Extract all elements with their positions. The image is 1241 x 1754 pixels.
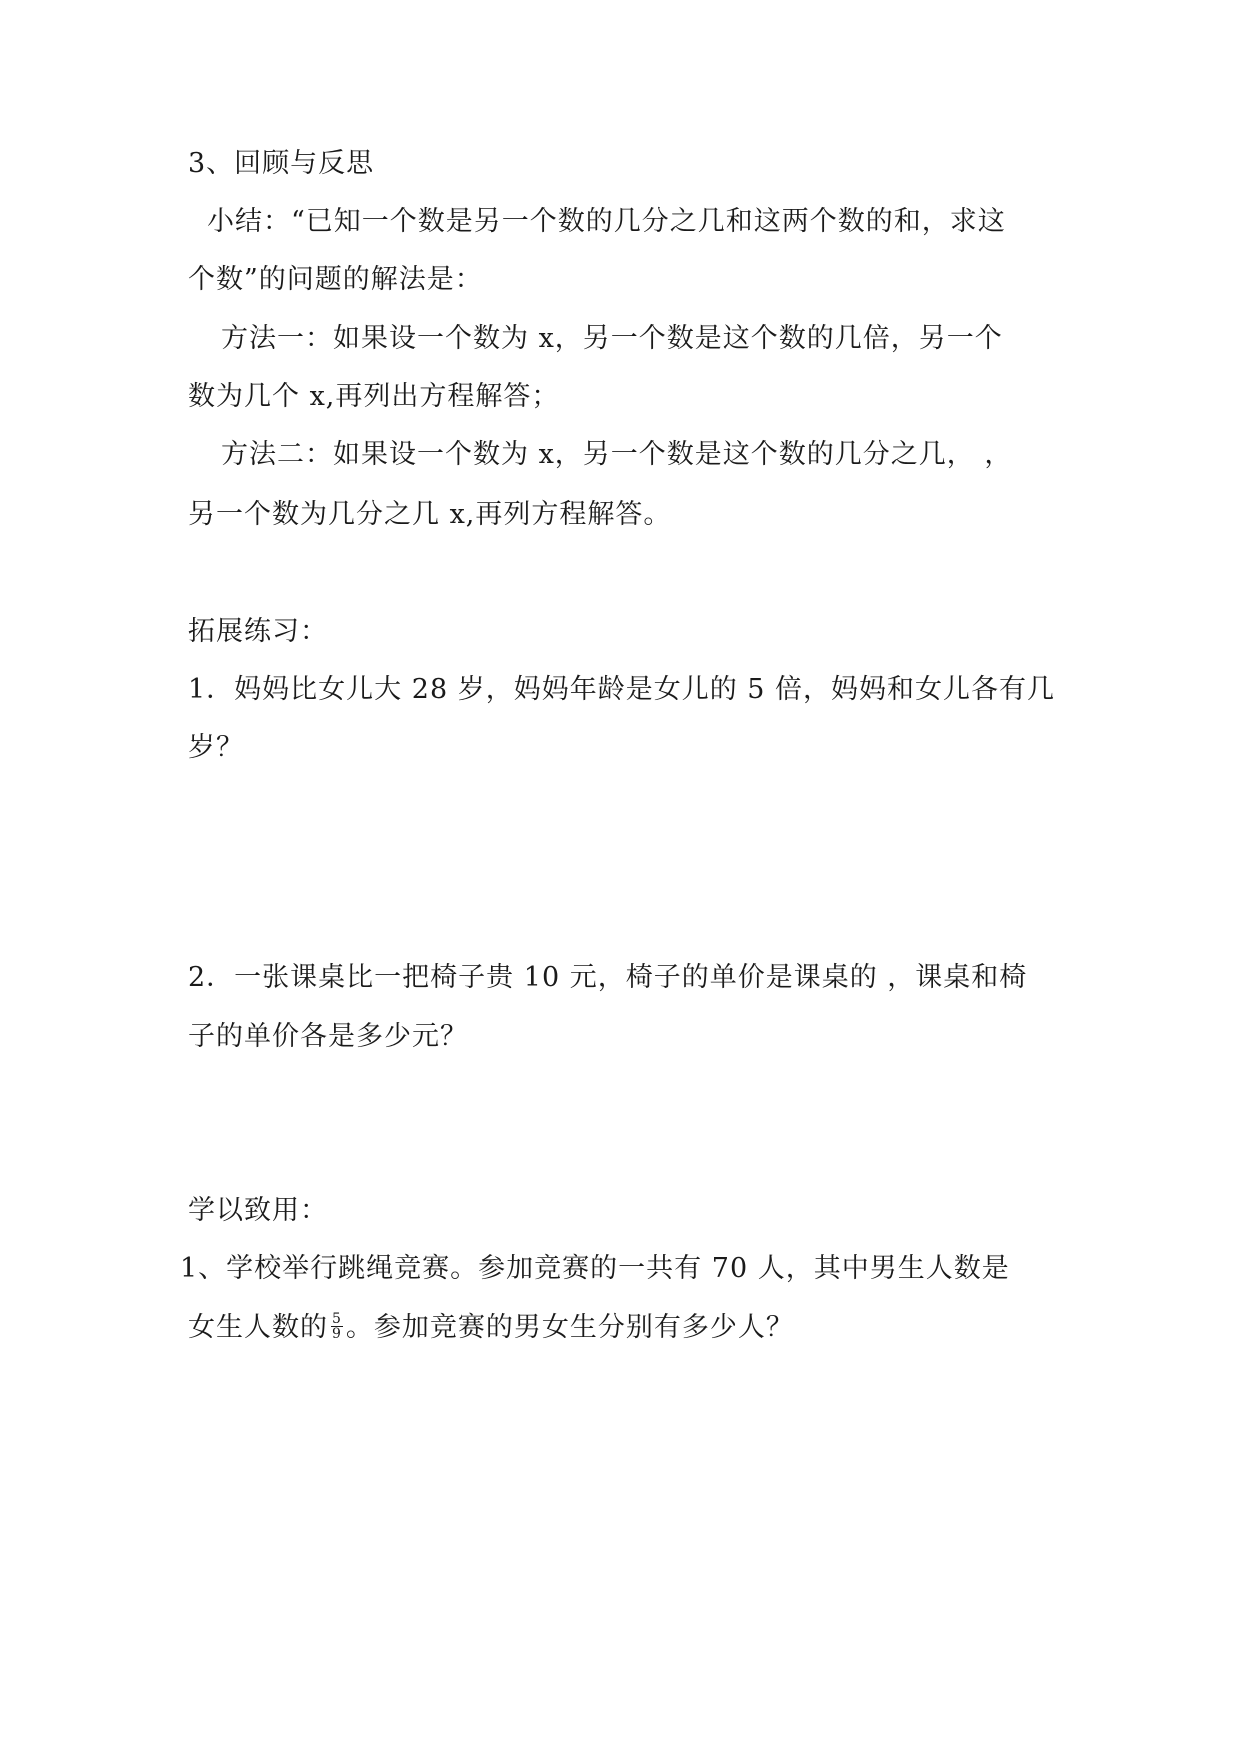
fraction-numerator: 5 (332, 1311, 342, 1327)
method1-line-2: 数为几个 x,再列出方程解答； (188, 381, 560, 412)
extension-q1-line-2: 岁？ (188, 732, 244, 763)
fraction-denominator: 9 (332, 1326, 342, 1342)
method1-line-1: 方法一：如果设一个数为 x，另一个数是这个数的几倍，另一个 (221, 323, 1003, 354)
summary-line-2: 个数”的问题的解法是： (188, 264, 483, 295)
application-q1-line-1: 1、学校举行跳绳竞赛。参加竞赛的一共有 70 人，其中男生人数是 (180, 1253, 1010, 1284)
extension-q1-line-1: 1．妈妈比女儿大 28 岁，妈妈年龄是女儿的 5 倍，妈妈和女儿各有几 (188, 674, 1056, 705)
application-heading: 学以致用： (188, 1195, 328, 1226)
review-heading: 3、回顾与反思 (188, 148, 375, 179)
extension-heading: 拓展练习： (188, 616, 328, 647)
method2-line-2: 另一个数为几分之几 x,再列方程解答。 (188, 499, 672, 530)
application-q1-text-before: 女生人数的 (188, 1312, 328, 1343)
summary-line-1: 小结：“已知一个数是另一个数的几分之几和这两个数的和，求这 (207, 206, 1006, 237)
application-q1-line-2 (188, 1310, 794, 1346)
method2-line-1: 方法二：如果设一个数为 x，另一个数是这个数的几分之几， ， (221, 439, 1013, 470)
fraction-five-ninths (331, 1312, 343, 1341)
extension-q2-line-1: 2．一张课桌比一把椅子贵 10 元，椅子的单价是课桌的 ，课桌和椅 (188, 962, 1028, 993)
extension-q2-line-2: 子的单价各是多少元？ (188, 1021, 468, 1052)
application-q1-text-after: 。参加竞赛的男女生分别有多少人？ (345, 1312, 794, 1343)
